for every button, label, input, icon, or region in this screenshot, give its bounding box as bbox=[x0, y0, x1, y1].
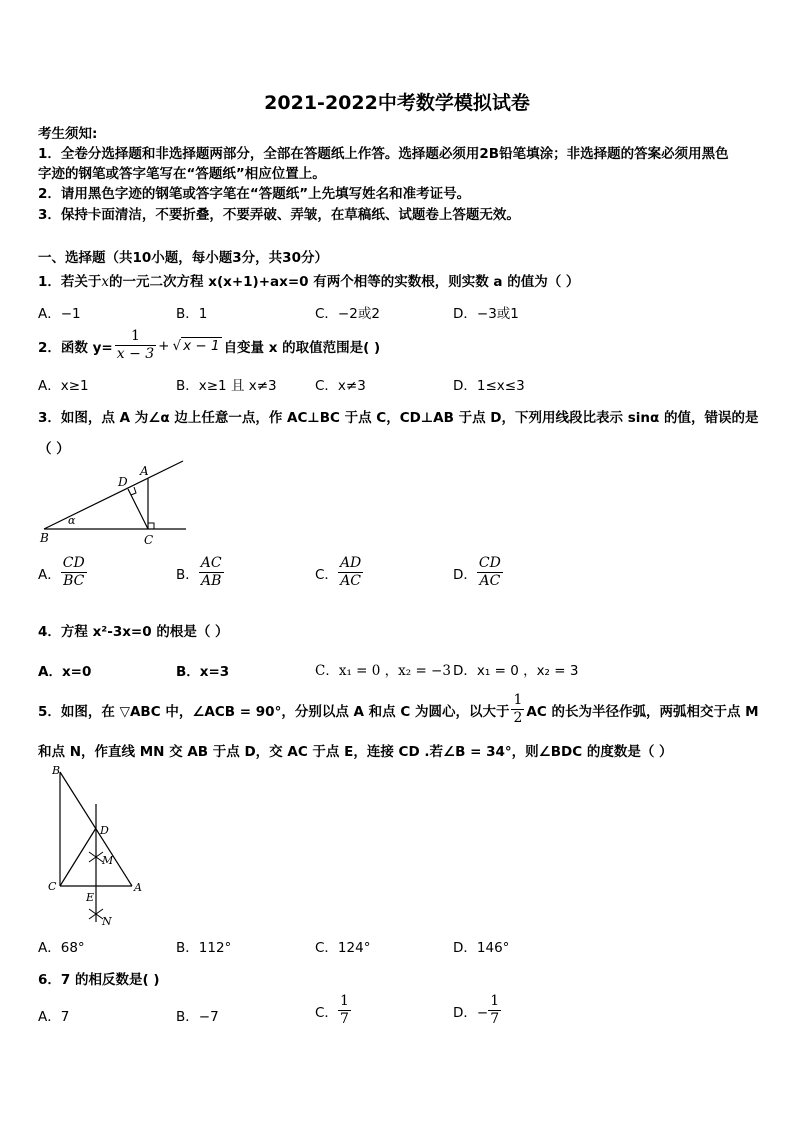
q3-label-a: A bbox=[140, 464, 149, 478]
q3-option-b[interactable] bbox=[176, 555, 224, 590]
q2-frac-den: x − 3 bbox=[116, 346, 155, 362]
q5-option-b[interactable]: B．112° bbox=[176, 940, 232, 956]
q3-option-b-num: AC bbox=[200, 555, 222, 571]
notice-line-2: 字迹的钢笔或答字笔写在“答题纸”相应位置上。 bbox=[38, 166, 326, 182]
q2-suffix: 自变量 x 的取值范围是( ) bbox=[223, 339, 381, 356]
q6-stem: 6．7 的相反数是( ) bbox=[38, 972, 160, 988]
q6-option-c[interactable] bbox=[315, 993, 351, 1028]
notice-heading: 考生须知: bbox=[38, 126, 98, 142]
q2-fraction bbox=[115, 328, 156, 363]
q3-label-c: C bbox=[144, 533, 154, 547]
q3-option-c-letter: C． bbox=[315, 566, 338, 583]
q5-option-c[interactable]: C．124° bbox=[315, 940, 371, 956]
q3-option-d-den: AC bbox=[479, 573, 501, 589]
q1-text-a: 1．若关于 bbox=[38, 274, 102, 290]
q6-option-c-frac bbox=[338, 993, 351, 1028]
q1-option-c[interactable]: C．−2或2 bbox=[315, 306, 380, 322]
q4-option-b[interactable]: B．x=3 bbox=[176, 664, 230, 680]
q5-frac-num: 1 bbox=[513, 692, 523, 708]
q5-line-cd bbox=[60, 828, 96, 886]
q3-label-d: D bbox=[118, 475, 128, 489]
q3-option-c-num: AD bbox=[339, 555, 362, 571]
q5-label-m: M bbox=[102, 854, 114, 867]
q1-option-a[interactable]: A．−1 bbox=[38, 306, 81, 322]
q2-sqrt-body: x − 1 bbox=[183, 337, 220, 354]
q2-option-d[interactable]: D．1≤x≤3 bbox=[453, 378, 525, 394]
q4-stem: 4．方程 x²-3x=0 的根是（ ） bbox=[38, 624, 229, 640]
q3-option-c-den: AC bbox=[340, 573, 362, 589]
q6-option-d-num: 1 bbox=[490, 993, 500, 1009]
q5-label-c: C bbox=[48, 880, 57, 893]
q3-option-d-num: CD bbox=[478, 555, 501, 571]
q3-right-angle-c bbox=[148, 523, 154, 529]
page-title: 2021-2022中考数学模拟试卷 bbox=[264, 92, 530, 114]
q6-option-c-num: 1 bbox=[339, 993, 349, 1009]
q6-option-c-den: 7 bbox=[339, 1011, 349, 1027]
q6-option-d-letter: D．− bbox=[453, 1004, 489, 1021]
q2-prefix: 2．函数 y= bbox=[38, 339, 113, 356]
q3-option-c-frac bbox=[338, 555, 363, 590]
q3-option-b-letter: B． bbox=[176, 566, 199, 583]
q1-text-b: 的一元二次方程 x(x+1)+ax=0 有两个相等的实数根，则实数 a 的值为（ ） bbox=[109, 274, 580, 290]
q3-option-a-den: BC bbox=[63, 573, 85, 589]
notice-line-1: 1．全卷分选择题和非选择题两部分，全部在答题纸上作答。选择题必须用2B铅笔填涂；非选择题的答案必须用黑色 bbox=[38, 146, 729, 162]
q6-option-b[interactable]: B．−7 bbox=[176, 1009, 219, 1025]
q5-fraction bbox=[511, 692, 524, 727]
q5-option-d[interactable]: D．146° bbox=[453, 940, 510, 956]
q3-option-c[interactable] bbox=[315, 555, 363, 590]
q4-option-c[interactable]: C．x₁ = 0 ，x₂ = −3 bbox=[315, 663, 451, 679]
q4-option-a[interactable]: A．x=0 bbox=[38, 664, 92, 680]
q3-stem-line-2: （ ） bbox=[38, 441, 70, 457]
q3-option-a-num: CD bbox=[62, 555, 85, 571]
q5-figure bbox=[40, 762, 150, 930]
q3-label-b: B bbox=[40, 531, 49, 545]
q1-option-b[interactable]: B．1 bbox=[176, 306, 208, 322]
notice-line-4: 3．保持卡面清洁，不要折叠，不要弄破、弄皱，在草稿纸、试题卷上答题无效。 bbox=[38, 207, 520, 223]
q2-plus: + bbox=[158, 337, 170, 354]
q3-line-ba bbox=[44, 461, 183, 529]
q5-stem-line-1 bbox=[38, 692, 759, 727]
q1-stem bbox=[38, 270, 579, 290]
q3-stem-line-1: 3．如图，点 A 为∠α 边上任意一点，作 AC⊥BC 于点 C，CD⊥AB 于点 D，下列用线段比表示 sinα 的值，错误的是 bbox=[38, 410, 759, 426]
q5-label-b: B bbox=[52, 764, 61, 777]
q6-option-a[interactable]: A．7 bbox=[38, 1009, 70, 1025]
q3-option-d[interactable] bbox=[453, 555, 503, 590]
q5-text-b: AC 的长为半径作弧，两弧相交于点 M bbox=[526, 703, 759, 720]
q2-option-c[interactable]: C．x≠3 bbox=[315, 378, 366, 394]
q3-option-d-letter: D． bbox=[453, 566, 477, 583]
q1-var: x bbox=[101, 274, 110, 290]
q1-option-d[interactable]: D．−3或1 bbox=[453, 306, 519, 322]
q6-option-d-frac bbox=[488, 993, 501, 1028]
q2-option-b[interactable]: B．x≥1 且 x≠3 bbox=[176, 378, 277, 394]
q3-option-a[interactable] bbox=[38, 555, 87, 590]
q5-stem-line-2: 和点 N，作直线 MN 交 AB 于点 D，交 AC 于点 E，连接 CD .若∠B = 34°，则∠BDC 的度数是（ ） bbox=[38, 744, 673, 760]
q5-frac-den: 2 bbox=[513, 710, 523, 726]
q4-option-d[interactable]: D．x₁ = 0 ，x₂ = 3 bbox=[453, 663, 579, 679]
notice-line-3: 2．请用黑色字迹的钢笔或答字笔在“答题纸”上先填写姓名和准考证号。 bbox=[38, 186, 471, 202]
q5-label-e: E bbox=[86, 891, 95, 904]
q2-sqrt: √ x − 1 bbox=[172, 337, 220, 354]
q5-label-n: N bbox=[102, 915, 112, 928]
q3-option-a-frac bbox=[61, 555, 87, 590]
q3-option-b-den: AB bbox=[200, 573, 222, 589]
q3-option-a-letter: A． bbox=[38, 566, 61, 583]
q5-label-a: A bbox=[134, 881, 142, 894]
q3-figure bbox=[36, 458, 192, 548]
q6-option-d[interactable] bbox=[453, 993, 501, 1028]
q3-label-alpha: α bbox=[68, 514, 76, 527]
q5-label-d: D bbox=[100, 824, 109, 837]
q3-option-d-frac bbox=[477, 555, 503, 590]
q2-option-a[interactable]: A．x≥1 bbox=[38, 378, 89, 394]
section-heading: 一、选择题（共10小题，每小题3分，共30分） bbox=[38, 250, 328, 266]
q6-option-c-letter: C． bbox=[315, 1004, 338, 1021]
q6-option-d-den: 7 bbox=[490, 1011, 500, 1027]
q5-option-a[interactable]: A．68° bbox=[38, 940, 85, 956]
q5-text-a: 5．如图，在 ▽ABC 中，∠ACB = 90°，分别以点 A 和点 C 为圆心，以大于 bbox=[38, 703, 510, 720]
q3-option-b-frac bbox=[199, 555, 224, 590]
q2-stem bbox=[38, 328, 380, 363]
q2-frac-num: 1 bbox=[115, 328, 156, 346]
q3-right-angle-d bbox=[131, 487, 136, 495]
